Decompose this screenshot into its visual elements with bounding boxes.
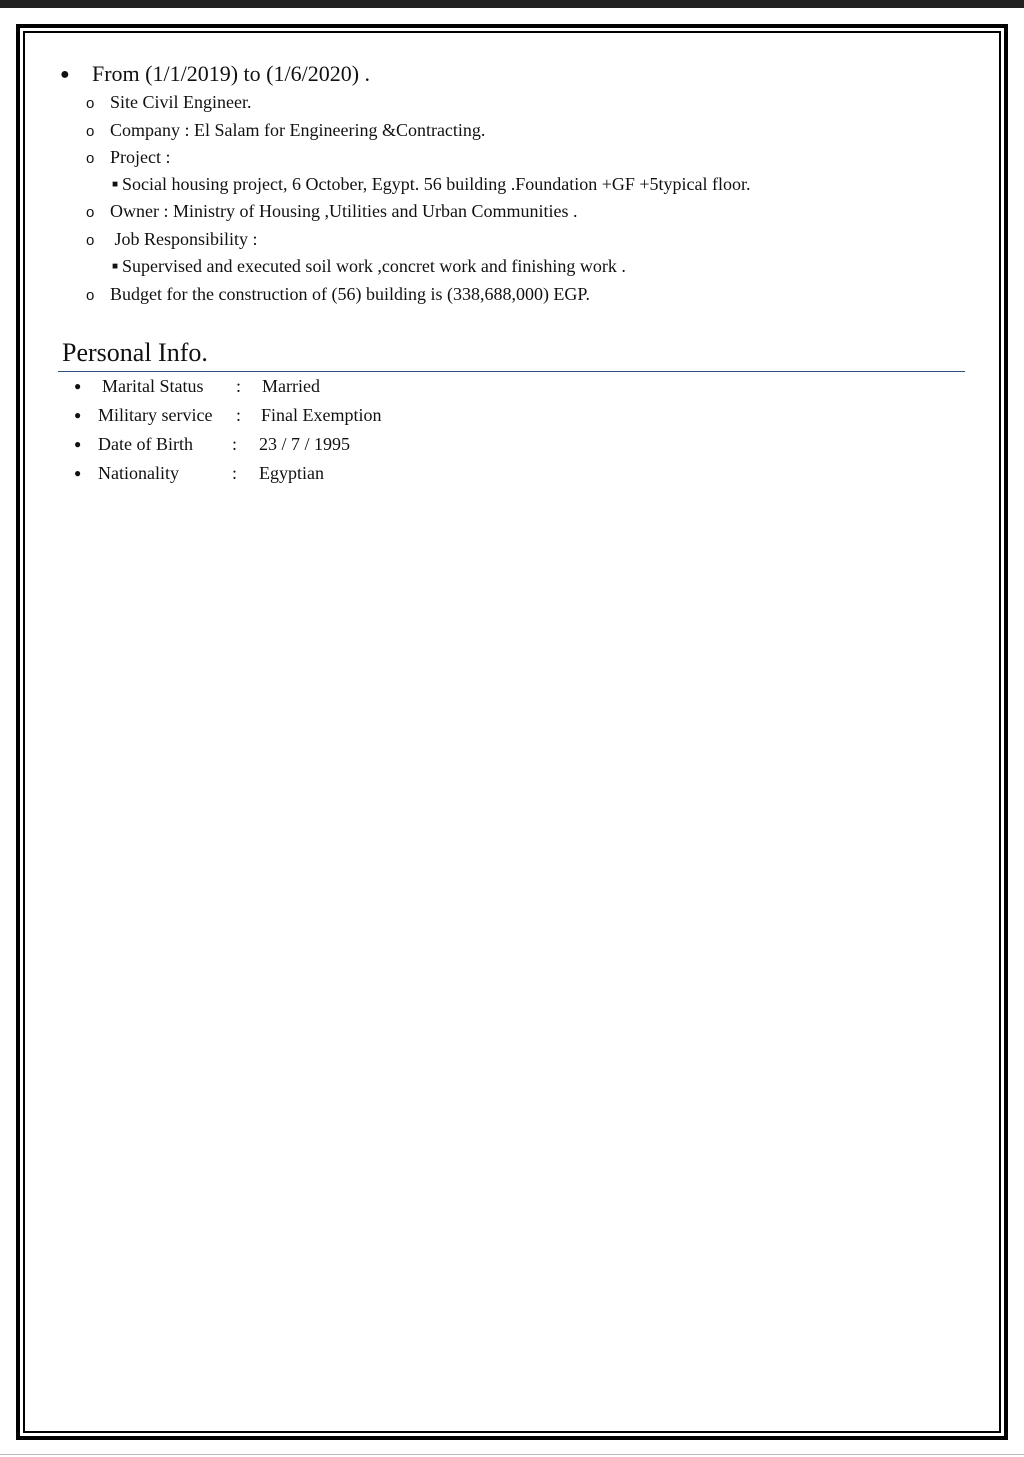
personal-info-heading: Personal Info.	[62, 338, 208, 367]
experience-item-company: o Company : El Salam for Engineering &Contracting.	[86, 118, 485, 144]
bullet-disc-icon: ●	[74, 437, 82, 451]
personal-info-row: ● Date of Birth : 23 / 7 / 1995	[74, 434, 351, 454]
personal-info-row: ● Military service : Final Exemption	[74, 405, 382, 425]
personal-info-row: ● Nationality : Egyptian	[74, 463, 324, 483]
experience-period: ● From (1/1/2019) to (1/6/2020) .	[60, 60, 370, 89]
experience-item-responsibility: o Job Responsibility :	[86, 227, 258, 253]
bullet-circle-icon: o	[86, 95, 95, 112]
project-detail: ■ Social housing project, 6 October, Egypt. 56 building .Foundation +GF +5typical floor.	[112, 172, 751, 197]
bottom-divider	[0, 1454, 1024, 1455]
bullet-circle-icon: o	[86, 123, 95, 140]
bullet-square-icon: ■	[112, 261, 119, 272]
experience-item-role: o Site Civil Engineer.	[86, 90, 252, 116]
bullet-disc-icon: ●	[74, 466, 82, 480]
bullet-circle-icon: o	[86, 150, 95, 167]
bullet-circle-icon: o	[86, 287, 95, 304]
bullet-circle-icon: o	[86, 204, 95, 221]
bullet-disc-icon: ●	[74, 408, 82, 422]
experience-item-project: o Project :	[86, 145, 171, 171]
bullet-disc-icon: ●	[60, 66, 70, 83]
experience-item-budget: o Budget for the construction of (56) building is (338,688,000) EGP.	[86, 282, 590, 308]
personal-info-row: ● Marital Status : Married	[74, 376, 320, 396]
bullet-circle-icon: o	[86, 232, 95, 249]
experience-item-owner: o Owner : Ministry of Housing ,Utilities and Urban Communities .	[86, 199, 577, 225]
bullet-square-icon: ■	[112, 179, 119, 190]
section-rule	[58, 371, 965, 372]
responsibility-detail: ■ Supervised and executed soil work ,concret work and finishing work .	[112, 254, 626, 279]
bullet-disc-icon: ●	[74, 379, 82, 393]
top-border-bar	[0, 0, 1024, 8]
